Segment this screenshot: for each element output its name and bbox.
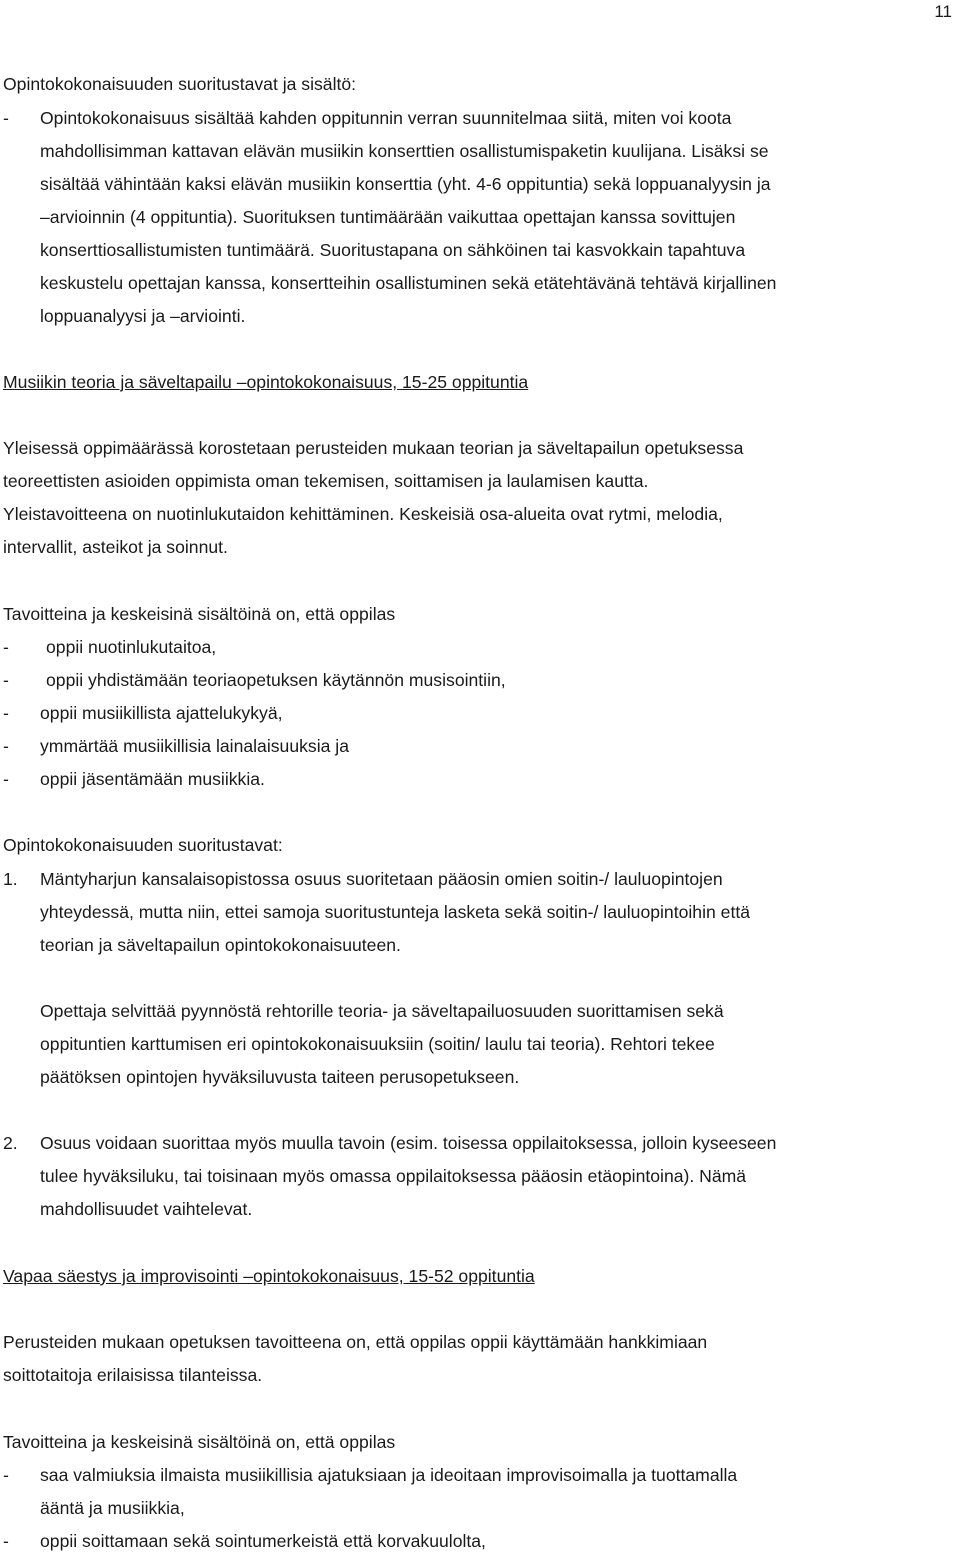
- goal-item: oppii soittamaan sekä sointumerkeistä että korvakuulolta,: [40, 1531, 486, 1551]
- improv-paragraph-line: Perusteiden mukaan opetuksen tavoitteena on, että oppilas oppii käyttämään hankkimiaan: [3, 1332, 708, 1352]
- paragraph-line: sisältää vähintään kaksi elävän musiikin konserttia (yht. 4-6 oppituntia) sekä loppuanalyysin ja: [40, 174, 771, 194]
- list-dash: -: [3, 736, 9, 756]
- improv-heading: Vapaa säestys ja improvisointi –opintokokonaisuus, 15-52 oppituntia: [3, 1266, 535, 1286]
- list-dash: -: [3, 108, 9, 128]
- theory-paragraph-line: Yleistavoitteena on nuotinlukutaidon kehittäminen. Keskeisiä osa-alueita ovat rytmi, melodia,: [3, 504, 723, 524]
- goal-item: oppii nuotinlukutaitoa,: [46, 637, 217, 657]
- theory-paragraph-line: teoreettisten asioiden oppimista oman tekemisen, soittamisen ja laulamisen kautta.: [3, 471, 649, 491]
- list-number: 1.: [3, 869, 18, 889]
- section-heading: Opintokokonaisuuden suoritustavat ja sisältö:: [3, 74, 357, 94]
- goal-item: ymmärtää musiikillisia lainalaisuuksia ja: [40, 736, 349, 756]
- method-line: Mäntyharjun kansalaisopistossa osuus suoritetaan pääosin omien soitin-/ lauluopintojen: [40, 869, 723, 889]
- goals-intro: Tavoitteina ja keskeisinä sisältöinä on, että oppilas: [3, 604, 396, 624]
- method-line: päätöksen opintojen hyväksiluvusta taiteen perusopetukseen.: [40, 1067, 520, 1087]
- method-line: yhteydessä, mutta niin, ettei samoja suoritustunteja lasketa sekä soitin-/ lauluopintoihin että: [40, 902, 751, 922]
- list-dash: -: [3, 670, 9, 690]
- goal-item: saa valmiuksia ilmaista musiikillisia ajatuksiaan ja ideoitaan improvisoimalla ja tuottamalla: [40, 1465, 738, 1485]
- list-dash: -: [3, 703, 9, 723]
- method-line: Opettaja selvittää pyynnöstä rehtorille teoria- ja säveltapailuosuuden suorittamisen sekä: [40, 1001, 724, 1021]
- theory-heading: Musiikin teoria ja säveltapailu –opintokokonaisuus, 15-25 oppituntia: [3, 372, 529, 392]
- list-dash: -: [3, 1465, 9, 1485]
- page-number: 11: [934, 2, 952, 21]
- method-line: Osuus voidaan suorittaa myös muulla tavoin (esim. toisessa oppilaitoksessa, jolloin kyseeseen: [40, 1133, 777, 1153]
- list-dash: -: [3, 637, 9, 657]
- theory-paragraph-line: intervallit, asteikot ja soinnut.: [3, 537, 228, 557]
- paragraph-line: konserttiosallistumisten tuntimäärä. Suoritustapana on sähköinen tai kasvokkain tapahtuva: [40, 240, 746, 260]
- method-line: tulee hyväksiluku, tai toisinaan myös omassa oppilaitoksessa pääosin etäopintoina). Nämä: [40, 1166, 747, 1186]
- methods-heading: Opintokokonaisuuden suoritustavat:: [3, 835, 283, 855]
- list-number: 2.: [3, 1133, 18, 1153]
- method-line: mahdollisuudet vaihtelevat.: [40, 1199, 253, 1219]
- paragraph-line: loppuanalyysi ja –arviointi.: [40, 306, 246, 326]
- goal-item: oppii musiikillista ajattelukykyä,: [40, 703, 283, 723]
- list-dash: -: [3, 1531, 9, 1551]
- method-line: teorian ja säveltapailun opintokokonaisuuteen.: [40, 935, 401, 955]
- improv-paragraph-line: soittotaitoja erilaisissa tilanteissa.: [3, 1365, 263, 1385]
- paragraph-line: –arvioinnin (4 oppituntia). Suorituksen tuntimäärään vaikuttaa opettajan kanssa sovittujen: [40, 207, 736, 227]
- goal-item: oppii yhdistämään teoriaopetuksen käytännön musisointiin,: [46, 670, 506, 690]
- theory-paragraph-line: Yleisessä oppimäärässä korostetaan perusteiden mukaan teorian ja säveltapailun opetuksessa: [3, 438, 744, 458]
- goal-item: oppii jäsentämään musiikkia.: [40, 769, 265, 789]
- goals-intro: Tavoitteina ja keskeisinä sisältöinä on, että oppilas: [3, 1432, 396, 1452]
- method-line: oppituntien karttumisen eri opintokokonaisuuksiin (soitin/ laulu tai teoria). Rehtori tekee: [40, 1034, 715, 1054]
- paragraph-line: keskustelu opettajan kanssa, konsertteihin osallistuminen sekä etätehtävänä tehtävä kirjallinen: [40, 273, 777, 293]
- goal-item: ääntä ja musiikkia,: [40, 1498, 185, 1518]
- paragraph-line: Opintokokonaisuus sisältää kahden oppitunnin verran suunnitelmaa siitä, miten voi koota: [40, 108, 732, 128]
- paragraph-line: mahdollisimman kattavan elävän musiikin konserttien osallistumispaketin kuulijana. Lisäksi se: [40, 141, 769, 161]
- list-dash: -: [3, 769, 9, 789]
